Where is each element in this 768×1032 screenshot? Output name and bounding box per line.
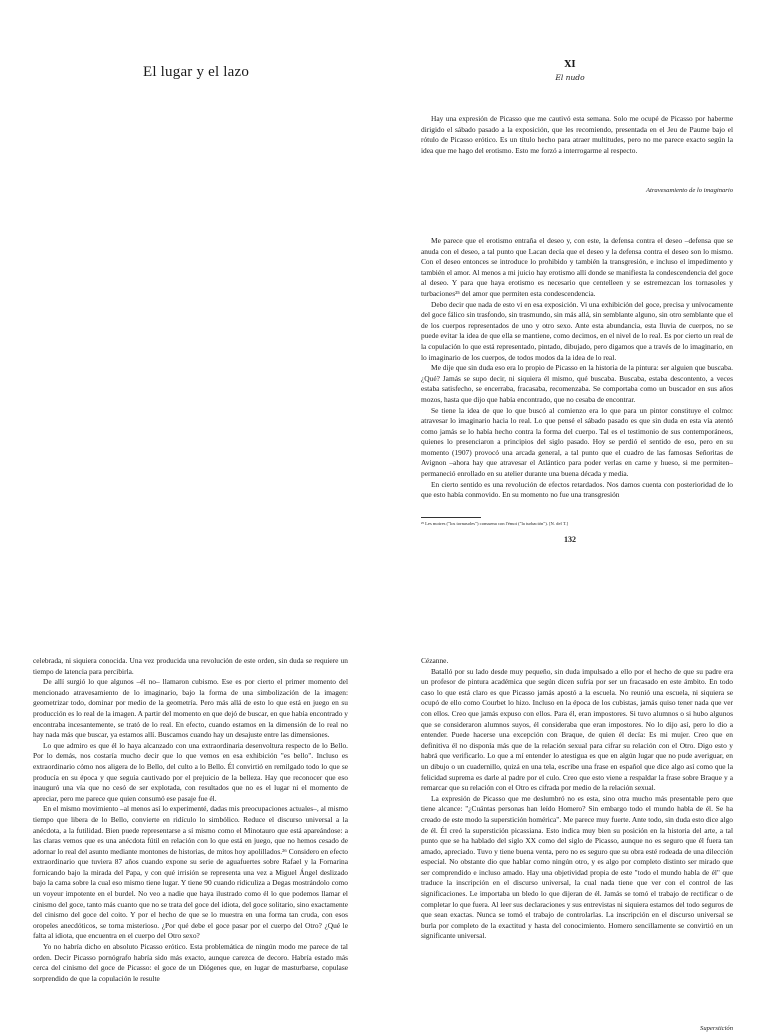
running-title: El lugar y el lazo <box>143 64 250 80</box>
chapter-number: XI <box>564 60 576 70</box>
paragraph: En el mismo movimiento –al menos así lo experimenté, dadas mis preocupaciones actuales–, al mismo tiempo que libera de lo Bello, convierte en ridículo lo simbólico. Reduce el discurso universal a la anécdota, a la futilidad. Bien puede representarse a sí mismo como el Minotauro que está apareándose: a las claras vemos que es una anécdota fútil en relación con lo que está en juego, que no hemos cesado de adornar lo real del asunto mediante montones de historias, de mitos hoy apolillados.²⁶ Considero en efecto extraordinario que tuviera 87 años cuando expone su serie de aguafuertes sobre Rafael y la Fornarina fornicando bajo la mirada del Papa, y con qué irrisión se representa una vez a Miguel Ángel deslizado bajo la cama sobre la cual eso mismo tiene lugar. Y tiene 90 cuando ridiculiza a Degas mostrándolo como un voyeur impotente en el burdel. No veo a nadie que haya ilustrado como él lo que podemos llamar el cinismo del goce, tanto más cuanto que no se trata del goce del idiota, del goce solitario, sino exactamente del cinismo del goce del coito. Y por el hecho de que se lo muestra en una forma tan cruda, con esos oropeles anecdóticos, se torna misterioso. ¿Por qué debe el goce pasar por el cuerpo del Otro? ¿Qué le falta al idiota, que encuentra en el cuerpo del Otro sexo? <box>33 804 348 941</box>
intro-paragraph-block <box>421 114 733 156</box>
paragraph: Batalló por su lado desde muy pequeño, sin duda impulsado a ello por el hecho de que su padre era un profesor de pintura académica que según dicen sufría por ser un fracasado en este ámbito. En todo caso lo que está claro es que Picasso jamás apostó a la escuela. No reunió una escuela, ni siquiera se ocupó de ello como Courbet lo hizo. Incluso en la época de los cubistas, jamás quiso tener nada que ver con ellos. Creo que jamás expuso con ellos. Para él, eran impostores. Si tuvo alumnos o si hubo algunos que se consideraron alumnos suyos, él consideraba que eran impostores. No lo dijo así, pero lo dio a entender. Puede hacerse una excepción con Braque, de quien él decía: Es mi mujer. Creo que en definitiva él no disponía más que de la relación sexual para cifrar su relación con el Otro. Digo esto y habrá que verificarlo. Lo que a mí entender lo atestigua es que en algún lugar que no pude averiguar, en un dibujo o un cuadernillo, quizá en una tela, escribe una frase en español que dice algo así como que la felicidad suprema es darle al padre por el culo. Creo que esto viene a respaldar la frase sobre Braque y a remarcar que su relación con el Otro es cifrada por medio de la relación sexual. <box>421 666 733 793</box>
chapter-header <box>540 60 600 82</box>
paragraph: De allí surgió lo que algunos –él no– llamaron cubismo. Ese es por cierto el primer momento del mencionado atravesamiento de lo imaginario, bajo la forma de una simbolización de la imagen: geometrizar todo, dominar por medio de la geometría. Pero más allá de esto lo que está en juego en su producción es lo real de la imagen. A partir del momento en que dejó de buscar, en que había encontrado y encontraba incesantemente, se trató de lo real. En efecto, cuando estamos en la dimensión de lo real no hay nada más que buscar, ya estamos allí. Buscamos cuando hay un desajuste entre las dimensiones. <box>33 677 348 740</box>
paragraph: Me parece que el erotismo entraña el deseo y, con este, la defensa contra el deseo –defensa que se anuda con el deseo, a tal punto que Lacan decía que el deseo y la defensa contra el deseo son lo mismo. Con el deseo entonces se introduce lo prohibido y también la transgresión, e incluso el impedimento y también el amor. Al menos a mi juicio hay erotismo allí donde se manifiesta la condescendencia del goce al deseo. Y para que haya erotismo es necesario que centelleen y se estremezcan los tornasoles y turbaciones²⁵ del amor que permiten esta condescendencia. <box>421 236 733 298</box>
paragraph: Yo no habría dicho en absoluto Picasso erótico. Esta problemática de ningún modo me parece de tal orden. Decir Picasso pornógrafo habría sido más exacto, aunque carezca de decoro. Habría estado más cerca del cinismo del goce de Picasso: el goce de un Diógenes que, en lugar de masturbarse, copulase sorprendido de que la copulación le resulte <box>33 942 348 983</box>
page-number: 132 <box>564 535 576 544</box>
paragraph: La expresión de Picasso que me deslumbró no es esta, sino otra mucho más presentable pero que tiene alcance: "¿Cuántas personas han leído Homero? Sin embargo todo el mundo habla de él. Se ha creado de este modo la superstición homérica". Me parece muy fuerte. Ante todo, sin duda esto dice algo de él. Él creó la superstición picassiana. Esto indica muy bien su posición en la historia del arte, a tal punto que se ha hablado del siglo XX como del siglo de Picasso, aunque no es seguro que él fuera tan amado, apreciado. Tuvo y tiene buena venta, pero no es seguro que su obra esté rodeada de una dilección especial. No obstante dio que hablar como ningún otro, y es algo por completo distinto ser mirado que ser comprendido e incluso amado. Hay una objetividad propia de este "todo el mundo habla de él" que traduce la inscripción en el discurso universal, la cual nada tiene que ver con el control de las significaciones. Le importaba un bledo lo que dijeran de él. Jamás se tomó el trabajo de rectificar o de completar lo que fuera. Al leer sus declaraciones y sus entrevistas ni siquiera estamos del todo seguros de que sean exactas. Nunca se tomó el trabajo de controlarlas. La inscripción en el discurso universal se burla por completo de la exactitud y hasta del conocimiento. Homero sencillamente se convirtió en un significante universal. <box>421 793 733 941</box>
paragraph: Cézanne. <box>421 656 449 665</box>
footnote: ²⁵ Les moires ("los tornasoles") consuena con l'émoi ("la turbación"). [N. del T.] <box>421 521 568 526</box>
intro-paragraph: Hay una expresión de Picasso que me cautivó esta semana. Solo me ocupé de Picasso por haberme dirigido el sábado pasado a la exposición, que les recomiendo, presentada en el Jeu de Paume bajo el rótulo de Picasso erótico. Es un título hecho para atraer multitudes, pero no me parece exacto según la idea que me hago del erotismo. Esto me forzó a interrogarme al respecto. <box>421 114 733 155</box>
section-heading: Superstición <box>700 1025 733 1032</box>
main-text-column <box>421 236 733 501</box>
paragraph: Debo decir que nada de esto vi en esa exposición. Vi una exhibición del goce, precisa y unívocamente del goce fálico sin trasfondo, sin trasmundo, sin más allá, sin semblante alguno, sin otro semblante que el de los cuerpos representados de uno y otro sexo. Ante esta abundancia, esta lluvia de cuerpos, no se puede evitar la idea de que ella se mantiene, como decimos, en el nivel de lo real. Es por cierto un real de la copulación lo que está representado, pintado, dibujado, pero digamos que a través de lo imaginario, en lo imaginario de los cuerpos, de todos modos da la idea de lo real. <box>421 299 733 362</box>
section-heading: Atravesamiento de lo imaginario <box>646 187 733 194</box>
paragraph: celebrada, ni siquiera conocida. Una vez producida una revolución de este orden, sin duda se requiere un tiempo de latencia para percibirla. <box>33 656 348 676</box>
chapter-title: El nudo <box>555 73 585 82</box>
paragraph: Lo que admiro es que él lo haya alcanzado con una extraordinaria desenvoltura respecto de lo Bello. Por lo demás, nos costaría mucho decir que lo que vemos en esa exhibición "es bello". Incluso es extraordinario cómo nos aligera de lo Bello, del culto a lo Bello. Él convirtió en remilgado todo lo que se producía en su época y que seguía cautivado por el prejuicio de la belleza. Hay que reconocer que eso inauguró una vía que no cesó de ser explotada, con resultados que no es el lugar ni el momento de apreciar, pero me parece que quien consumó ese pasaje fue él. <box>33 740 348 803</box>
left-text-column <box>33 656 348 984</box>
lower-page <box>0 614 768 1032</box>
right-text-column <box>421 656 733 942</box>
paragraph: Me dije que sin duda eso era lo propio de Picasso en la historia de la pintura: ser alguien que buscaba. ¿Qué? Jamás se supo decir, ni siquiera él mismo, qué buscaba. Buscaba, estaba descontento, a veces estaba satisfecho, se encerraba, fracasaba, recomenzaba. Se comportaba como un buscador en sus años mozos, hasta que dijo que había encontrado, que no cesaba de encontrar. <box>421 363 733 404</box>
paragraph: Se tiene la idea de que lo que buscó al comienzo era lo que para un pintor constituye el colmo: atravesar lo imaginario hacia lo real. Lo que pensé el sábado pasado es que sin duda en esta vía atentó como jamás se lo había hecho contra la forma del cuerpo. Tal es el testimonio de sus contemporáneos, quienes lo presenciaron a principios del siglo pasado. Hoy se perdió el sentido de eso, pero en su momento (1907) provocó una arcada general, a tal punto que el cuadro de las famosas Señoritas de Avignon –ahora hay que atravesar el Atlántico para poder verlas en carne y hueso, si me permiten– permaneció enrollado en su atelier durante una buena década y media. <box>421 405 733 479</box>
paragraph: En cierto sentido es una revolución de efectos retardados. Nos damos cuenta con posterioridad de lo que esto había conmovido. En su momento no fue una transgresión <box>421 479 733 500</box>
footnote-rule <box>421 517 481 518</box>
